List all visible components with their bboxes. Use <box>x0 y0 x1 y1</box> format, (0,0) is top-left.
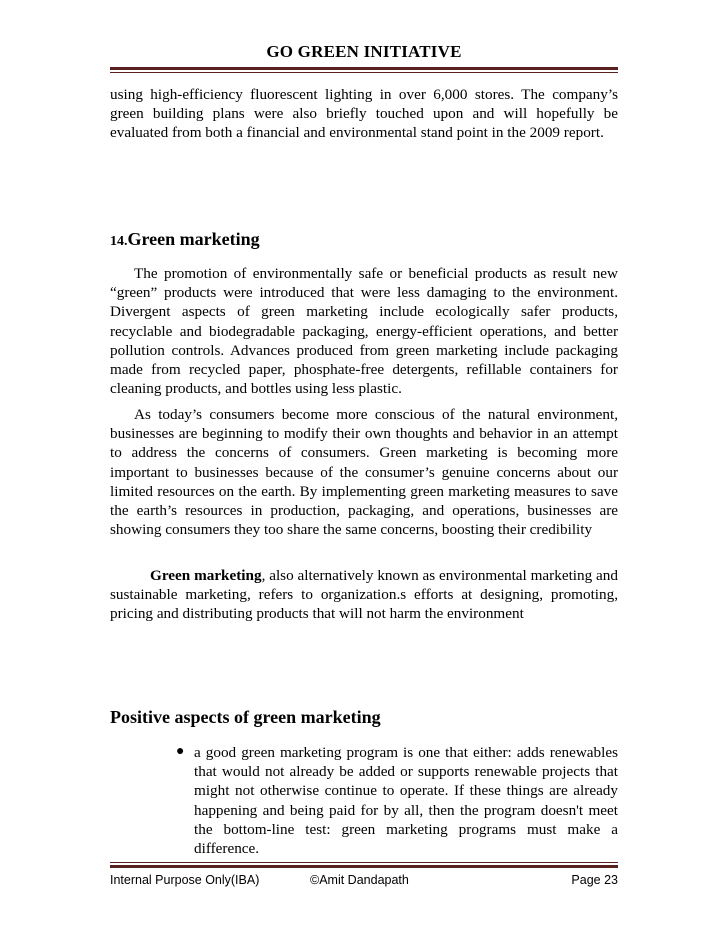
green-marketing-definition: , also alternatively known as environmental marketing and sustainable marketing, refers to organization.s efforts at designing, promoting, pricing and distributing products that will not harm the environment <box>110 567 618 623</box>
section-number: 14. <box>110 234 128 249</box>
section-title: Green marketing <box>127 229 260 249</box>
footer-rule <box>110 862 618 868</box>
green-marketing-paragraph-1: The promotion of environmentally safe or beneficial products as result new “green” products were introduced that were less damaging to the environment. Divergent aspects of green marketing include ecologically safer products, recyclable and biodegradable packaging, energy-efficient operations, and better pollution controls. Advances produced from green marketing include packaging made from recycled paper, phosphate-free detergents, refillable containers for cleaning products, and bottles using less plastic. <box>110 265 618 398</box>
green-marketing-bold-term: Green marketing <box>150 567 262 584</box>
positive-aspects-bullet-1: a good green marketing program is one that either: adds renewables that would not already be added or supports renewable projects that might not otherwise continue to operate. If these things are already happening and being paid for by all, then the program doesn't meet the bottom-line test: green marketing programs must make a difference. <box>194 744 618 858</box>
section-14-heading <box>110 229 260 250</box>
bullet-icon: ● <box>176 744 185 759</box>
green-marketing-paragraph-3 <box>110 566 618 624</box>
header-rule <box>110 67 618 73</box>
footer-page-number: Page 23 <box>571 873 618 887</box>
positive-aspects-heading: Positive aspects of green marketing <box>110 707 381 727</box>
green-marketing-paragraph-2: As today’s consumers become more conscious of the natural environment, businesses are beginning to modify their own thoughts and behavior in an attempt to address the concerns of consumers. Green marketing is becoming more important to businesses because of the consumer’s genuine concerns about our limited resources on the earth. By implementing green marketing measures to save the earth’s resources in production, packaging, and operations, businesses are showing consumers they too share the same concerns, boosting their credibility <box>110 406 618 539</box>
footer-left: Internal Purpose Only(IBA) <box>110 873 260 887</box>
footer-center: ©Amit Dandapath <box>310 873 409 887</box>
intro-paragraph: using high-efficiency fluorescent lighting in over 6,000 stores. The company’s green building plans were also briefly touched upon and will hopefully be evaluated from both a financial and environmental stand point in the 2009 report. <box>110 86 618 142</box>
page-header-title: GO GREEN INITIATIVE <box>266 42 462 61</box>
